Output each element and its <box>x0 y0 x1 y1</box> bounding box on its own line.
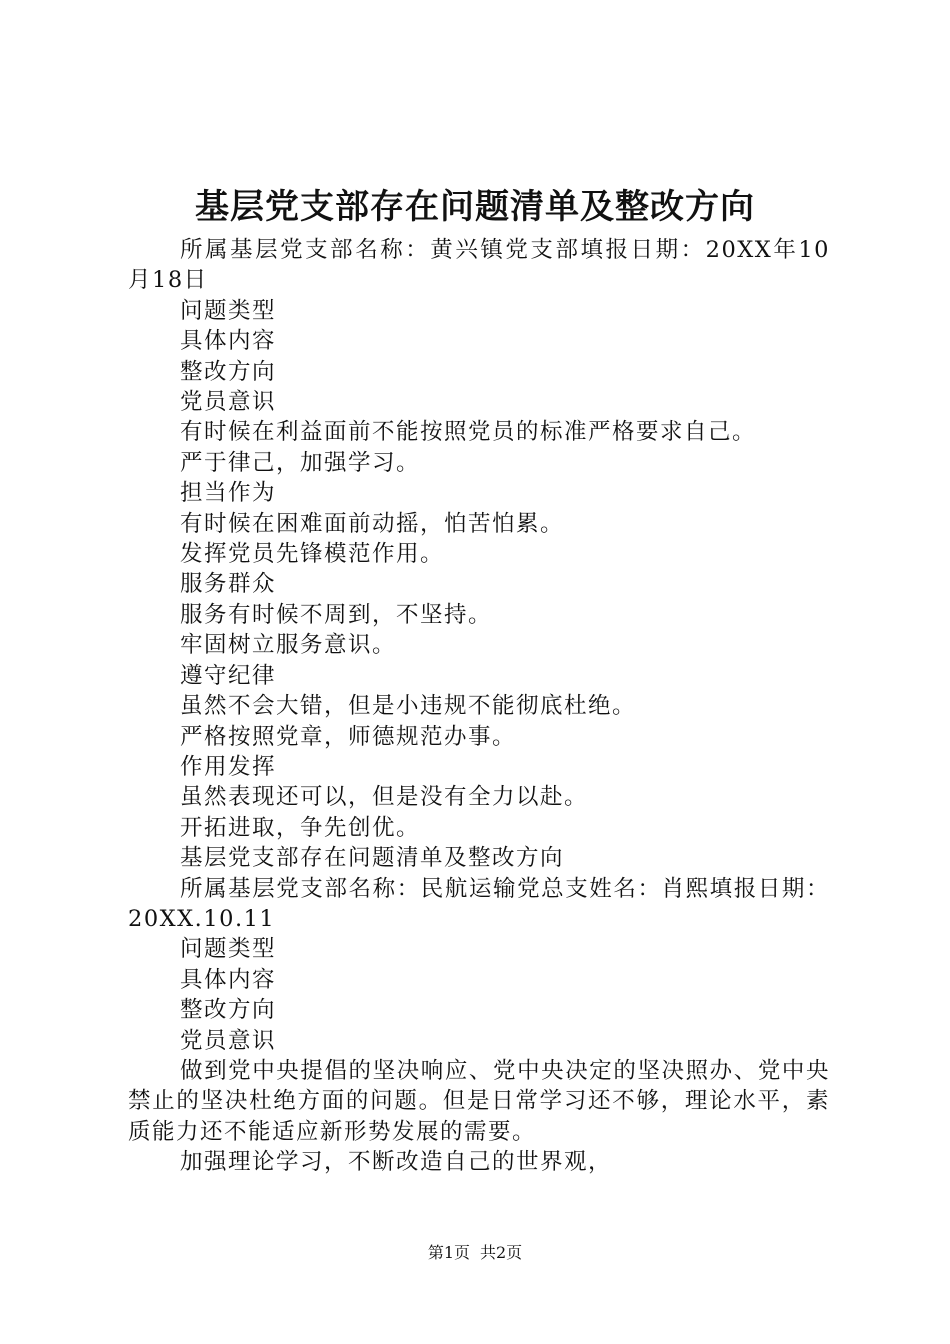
paragraph-type: 遵守纪律 <box>180 662 277 689</box>
paragraph-type: 党员意识 <box>180 1027 277 1054</box>
paragraph-header-content: 具体内容 <box>180 966 277 993</box>
paragraph-content: 服务有时候不周到，不坚持。 <box>180 601 493 628</box>
paragraph-type: 党员意识 <box>180 389 277 416</box>
paragraph-branch-info-1: 所属基层党支部名称：黄兴镇党支部填报日期：20XX年10月18日 <box>128 237 830 294</box>
document-body <box>128 235 830 1178</box>
paragraph-direction: 开拓进取，争先创优。 <box>180 814 421 841</box>
document-title: 基层党支部存在问题清单及整改方向 <box>195 187 755 227</box>
paragraph-header-type: 问题类型 <box>180 297 277 324</box>
paragraph-direction: 严于律己，加强学习。 <box>180 449 421 476</box>
paragraph-header-content: 具体内容 <box>180 328 277 355</box>
paragraph-content: 虽然表现还可以，但是没有全力以赴。 <box>180 784 589 811</box>
paragraph-direction: 加强理论学习，不断改造自己的世界观， <box>180 1149 613 1176</box>
paragraph-content: 有时候在困难面前动摇，怕苦怕累。 <box>180 510 565 537</box>
paragraph-section-title: 基层党支部存在问题清单及整改方向 <box>180 845 565 872</box>
page-number-total: 共2页 <box>480 1243 523 1262</box>
paragraph-direction: 牢固树立服务意识。 <box>180 632 397 659</box>
paragraph-header-type: 问题类型 <box>180 936 277 963</box>
page-number-current: 第1页 <box>427 1243 470 1262</box>
paragraph-direction: 严格按照党章，师德规范办事。 <box>180 723 517 750</box>
page-footer <box>0 1242 950 1264</box>
paragraph-header-direction: 整改方向 <box>180 358 277 385</box>
paragraph-direction: 发挥党员先锋模范作用。 <box>180 541 445 568</box>
paragraph-content: 有时候在利益面前不能按照党员的标准严格要求自己。 <box>180 419 757 446</box>
paragraph-content: 虽然不会大错，但是小违规不能彻底杜绝。 <box>180 693 637 720</box>
paragraph-branch-info-2: 所属基层党支部名称：民航运输党总支姓名：肖熙填报日期：20XX.10.11 <box>128 875 830 932</box>
paragraph-type: 服务群众 <box>180 571 277 598</box>
paragraph-content: 做到党中央提倡的坚决响应、党中央决定的坚决照办、党中央禁止的坚决杜绝方面的问题。但是日常学习还不够，理论水平，素质能力还不能适应新形势发展的需要。 <box>128 1057 830 1145</box>
paragraph-type: 作用发挥 <box>180 753 277 780</box>
paragraph-header-direction: 整改方向 <box>180 997 277 1024</box>
paragraph-type: 担当作为 <box>180 480 277 507</box>
